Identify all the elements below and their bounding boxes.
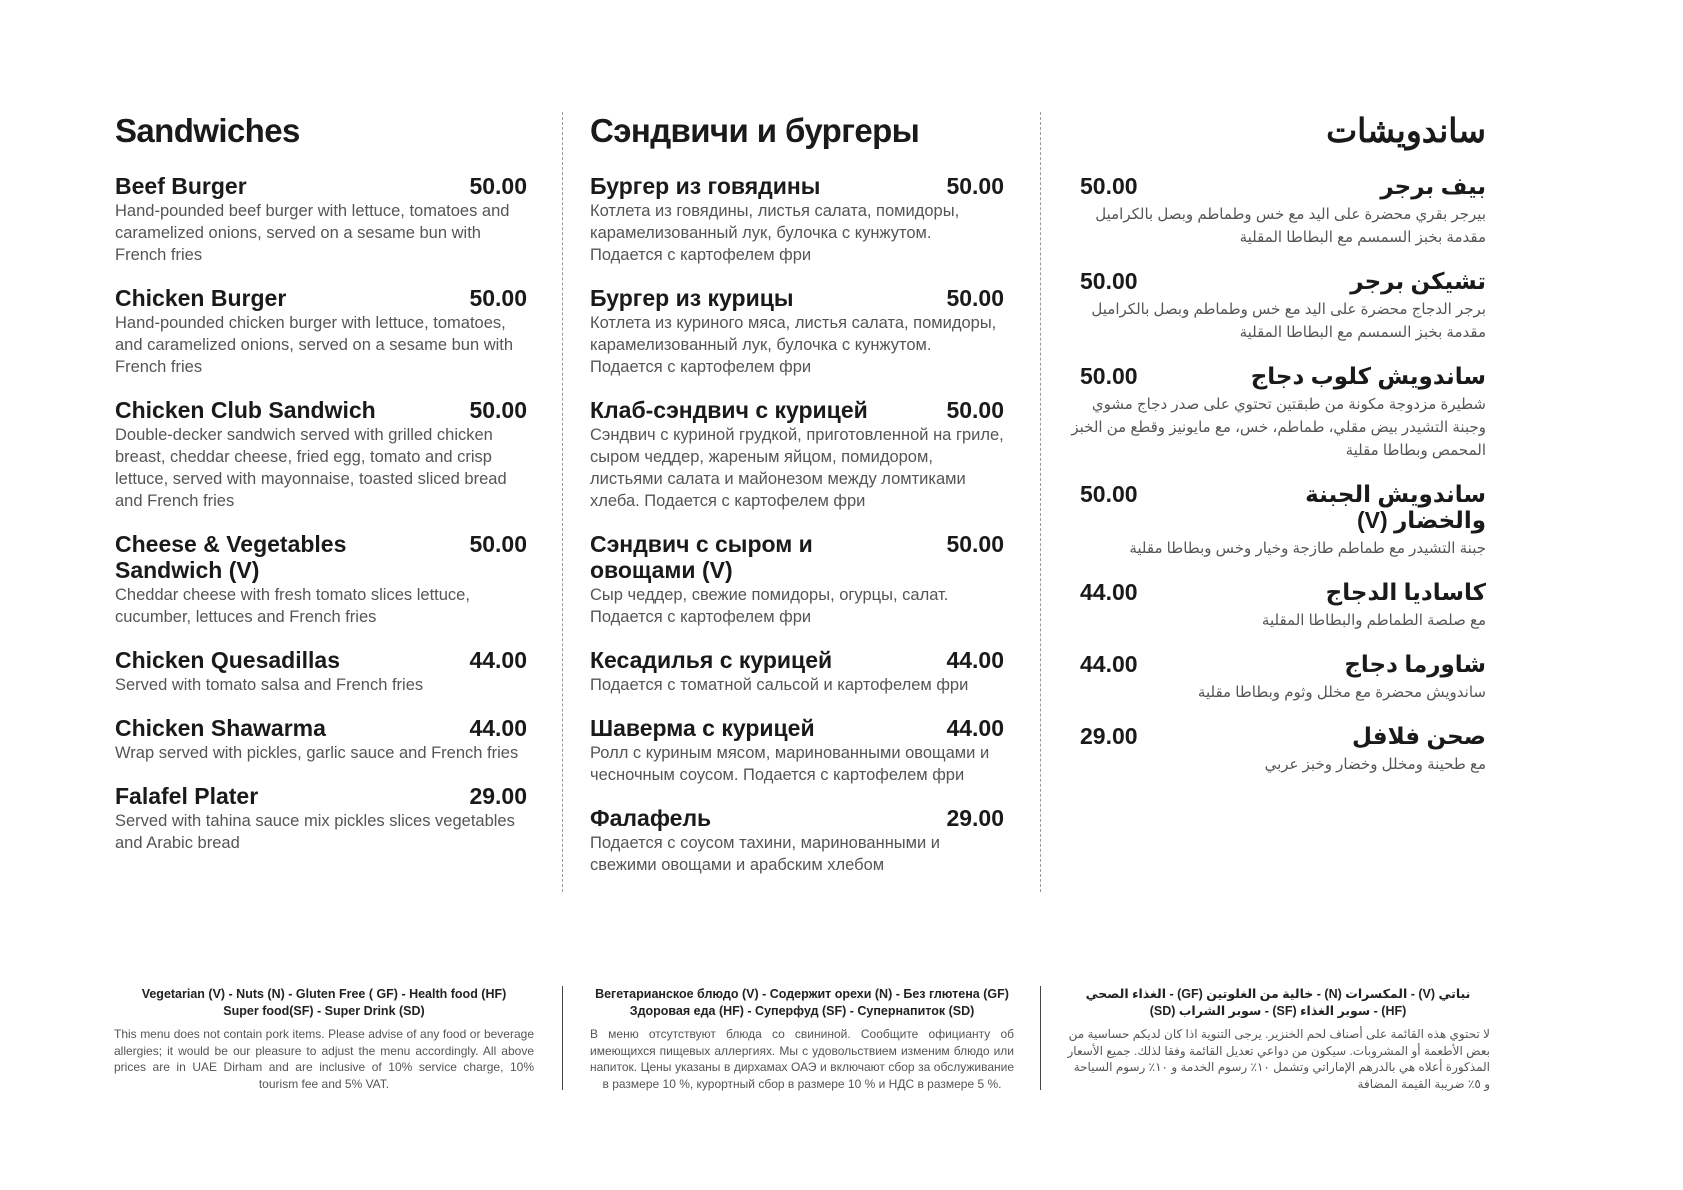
section-heading: ساندويشات [1326,112,1486,149]
item-name: كاساديا الدجاج [1325,579,1486,605]
item-description: Котлета из куриного мяса, листья салата, помидоры, карамелизованный лук, булочка с кунжутом. Подается с картофелем фри [590,314,997,376]
section-heading: Sandwiches [115,112,300,149]
item-description: Hand-pounded beef burger with lettuce, tomatoes and caramelized onions, served on a sesame bun with French fries [115,202,510,264]
menu-column-english [115,105,527,873]
item-name: Chicken Quesadillas [115,647,340,673]
item-description: ساندويش محضرة مع مخلل وثوم وبطاطا مقلية [1197,684,1486,701]
item-description: Сэндвич с куриной грудкой, приготовленной на гриле, сыром чеддер, жареным яйцом, помидором, листьями салата и майонезом между ломтиками хлеба. Подается с картофелем фри [590,426,1004,510]
menu-item [590,715,1004,786]
menu-column-russian [590,105,1004,895]
menu-item [115,715,527,764]
footer-divider [562,986,563,1090]
item-price: 44.00 [469,715,527,741]
menu-item [1066,579,1486,632]
item-name: Кесадилья с курицей [590,647,833,673]
item-description: Hand-pounded chicken burger with lettuce, tomatoes, and caramelized onions, served on a sesame bun with French fries [115,314,514,376]
item-price: 50.00 [469,285,527,311]
item-name: Бургер из говядины [590,173,821,199]
menu-item [115,531,527,628]
legend-line: Здоровая еда (HF) - Суперфуд (SF) - Супернапиток (SD) [629,1004,975,1018]
item-name: ساندويش كلوب دجاج [1250,363,1486,389]
legend-line: Vegetarian (V) - Nuts (N) - Gluten Free ( GF) - Health food (HF) [141,987,507,1001]
item-price: 44.00 [1080,579,1138,605]
allergy-pricing-note: لا تحتوي هذه القائمة على أصناف لحم الخنزير. يرجى التنوية اذا كان لديكم حساسية من بعض الأطعمة أو المشروبات. سيكون من دواعي تعديل القائمة وفقا لذلك. جميع الأسعار المذكورة أعلاه هي بالدرهم الإماراتي وتشمل ١٠٪ رسوم الخدمة و ١٠٪ رسوم السياحة و ٥٪ ضريبة القيمة المضافة [1067,1027,1490,1091]
menu-item [590,397,1004,512]
item-name: Chicken Shawarma [115,715,326,741]
footer-russian [590,986,1014,1092]
legend-line: Super food(SF) - Super Drink (SD) [223,1004,425,1018]
item-price: 50.00 [469,397,527,423]
menu-item [590,647,1004,696]
item-description: Served with tahina sauce mix pickles slices vegetables and Arabic bread [115,812,515,852]
item-price: 50.00 [1080,268,1138,294]
item-price: 50.00 [946,531,1004,557]
column-divider [562,112,563,892]
item-price: 50.00 [469,173,527,199]
menu-item [115,285,527,378]
item-description: Подается с томатной сальсой и картофелем фри [590,676,969,694]
item-name: Chicken Club Sandwich [115,397,376,423]
item-description: مع طحينة ومخلل وخضار وخبز عربي [1264,756,1486,773]
item-price: 29.00 [469,783,527,809]
dietary-legend [114,986,534,1020]
item-description: برجر الدجاج محضرة على اليد مع خس وطماطم وبصل بالكراميل مقدمة بخبز السمسم مع البطاطا المقلية [1091,301,1486,341]
item-price: 50.00 [1080,481,1138,507]
menu-item [1066,363,1486,462]
item-name: Сэндвич с сыром и овощами (V) [590,531,813,583]
item-price: 50.00 [1080,173,1138,199]
item-description: Ролл с куриным мясом, маринованными овощами и чесночным соусом. Подается с картофелем фри [590,744,990,784]
legend-line: (HF) - سوبر الغذاء (SF) - سوبر الشراب (SD) [1149,1004,1407,1018]
item-price: 44.00 [946,715,1004,741]
menu-item [590,285,1004,378]
allergy-pricing-note: This menu does not contain pork items. Please advise of any food or beverage allergies; it would be our pleasure to adjust the menu accordingly. All above prices are in UAE Dirham and are inclusive of 10% service charge, 10% tourism fee and 5% VAT. [114,1027,534,1091]
menu-item [1066,268,1486,344]
item-name: Клаб-сэндвич с курицей [590,397,868,423]
item-name: بيف برجر [1380,173,1486,199]
item-name: Фалафель [590,805,712,831]
item-name: Бургер из курицы [590,285,794,311]
item-name: صحن فلافل [1351,723,1486,749]
item-description: Served with tomato salsa and French fries [115,676,424,694]
item-name: Шаверма с курицей [590,715,815,741]
legend-line: Вегетарианское блюдо (V) - Содержит орехи (N) - Без глютена (GF) [595,987,1009,1001]
item-description: Котлета из говядины, листья салата, помидоры, карамелизованный лук, булочка с кунжутом. Подается с картофелем фри [590,202,960,264]
legend-line: نباتي (V) - المكسرات (N) - خالية من الغلوتين (GF) - الغذاء الصحي [1085,987,1471,1001]
item-description: بيرجر بقري محضرة على اليد مع خس وطماطم وبصل بالكراميل مقدمة بخبز السمسم مع البطاطا المقلية [1095,206,1486,246]
dietary-legend [1066,986,1490,1020]
menu-item [115,397,527,512]
item-description: Сыр чеддер, свежие помидоры, огурцы, салат. Подается с картофелем фри [590,586,949,626]
item-price: 50.00 [469,531,527,557]
item-price: 50.00 [946,285,1004,311]
item-description: Double-decker sandwich served with grilled chicken breast, cheddar cheese, fried egg, tomato and crisp lettuce, served with mayonnaise, toasted sliced bread and French fries [115,426,507,510]
menu-item [1066,481,1486,560]
allergy-pricing-note: В меню отсутствуют блюда со свининой. Сообщите официанту об имеющихся пищевых аллергиях. Мы с удовольствием изменим блюдо или напиток. Цены указаны в дирхамах ОАЭ и включают сбор за обслуживание в размере 10 %, курортный сбор в размере 10 % и НДС в размере 5 %. [590,1027,1014,1091]
footer-divider [1040,986,1041,1090]
menu-item [115,647,527,696]
item-name: تشيكن برجر [1350,268,1486,294]
menu-item [590,173,1004,266]
menu-item [115,173,527,266]
menu-item [1066,173,1486,249]
item-price: 29.00 [946,805,1004,831]
item-price: 50.00 [946,173,1004,199]
item-description: جبنة التشيدر مع طماطم طازجة وخيار وخس وبطاطا مقلية [1129,540,1486,557]
item-price: 50.00 [946,397,1004,423]
item-price: 29.00 [1080,723,1138,749]
item-price: 44.00 [469,647,527,673]
item-name: ساندويش الجبنة والخضار (V) [1305,481,1486,533]
section-heading: Сэндвичи и бургеры [590,112,920,149]
footer-arabic [1066,986,1490,1092]
item-price: 44.00 [1080,651,1138,677]
menu-item [590,531,1004,628]
item-description: Подается с соусом тахини, маринованными и свежими овощами и арабским хлебом [590,834,941,874]
menu-item [1066,651,1486,704]
menu-item [590,805,1004,876]
item-name: Cheese & Vegetables Sandwich (V) [115,531,347,583]
item-description: شطيرة مزدوجة مكونة من طبقتين تحتوي على صدر دجاج مشوي وجبنة التشيدر بيض مقلي، طماطم، خس، مع مايونيز وقطع من الخبز المحمص وبطاطا مقلية [1071,396,1486,459]
menu-column-arabic [1066,105,1486,795]
item-name: Beef Burger [115,173,247,199]
item-description: Cheddar cheese with fresh tomato slices lettuce, cucumber, lettuces and French fries [115,586,470,626]
menu-item [115,783,527,854]
item-name: Falafel Plater [115,783,259,809]
dietary-legend [590,986,1014,1020]
item-description: مع صلصة الطماطم والبطاطا المقلية [1261,612,1486,629]
footer-english [114,986,534,1092]
item-description: Wrap served with pickles, garlic sauce and French fries [115,744,519,762]
item-name: Chicken Burger [115,285,287,311]
item-name: شاورما دجاج [1344,651,1486,677]
item-price: 44.00 [946,647,1004,673]
menu-item [1066,723,1486,776]
column-divider [1040,112,1041,892]
item-price: 50.00 [1080,363,1138,389]
